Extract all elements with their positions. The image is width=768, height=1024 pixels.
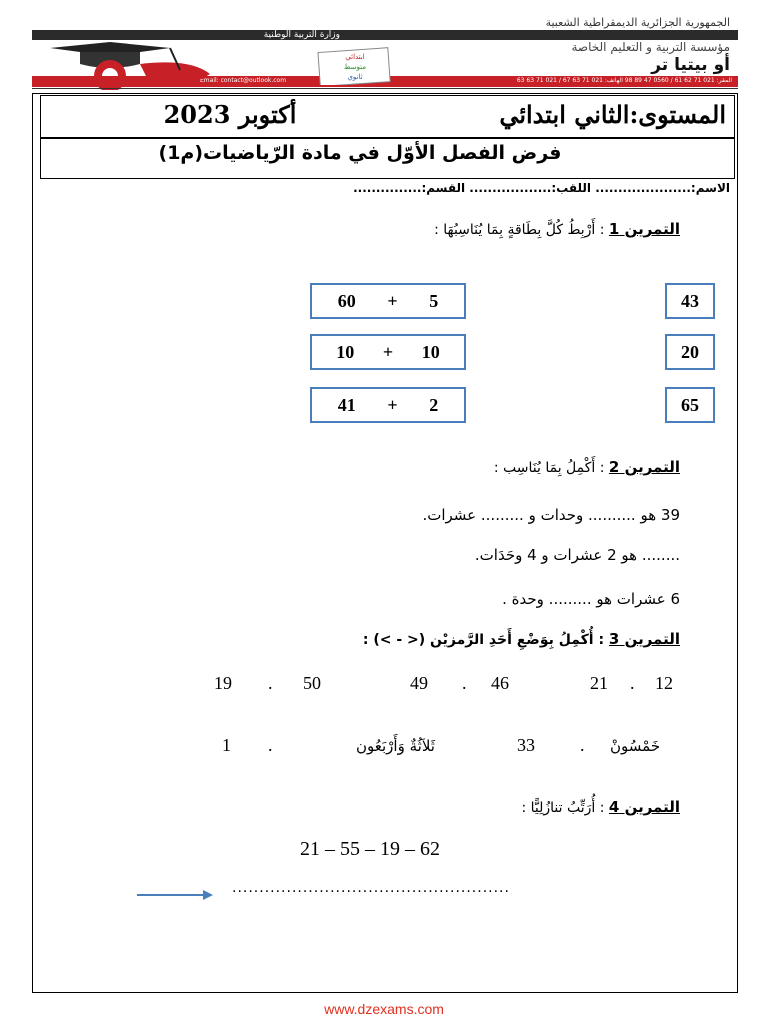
exercise-1-title (330, 220, 680, 238)
fill-in-line[interactable]: ........ هو 2 عشرات و 4 وحَدَات. (474, 546, 680, 564)
compare-word: ثَلاَثُةٌ وَأَرْبَعُون (356, 737, 435, 755)
footer-site-link[interactable]: www.dzexams.com (324, 1001, 444, 1017)
card-operand: 41 (337, 394, 356, 415)
levels-badge (315, 46, 395, 86)
compare-slot[interactable]: . (580, 735, 585, 755)
arrow-right-icon (137, 889, 213, 901)
compare-word: خَمْسُونْ (610, 737, 661, 755)
exercise-4-instruction: : أُرَتِّبُ تنازُلِيًّا : (521, 800, 609, 816)
contact-text: المقر: 021 71 62 61 / 0560 47 89 98 الهاتف: 021 71 63 67 / 021 71 63 63 (516, 77, 732, 84)
school-logo (40, 40, 220, 90)
exercise-1-instruction: : أَرْبِطُ كُلَّ بِطَاقةٍ بِمَا يُنَاسِبُهَا : (434, 222, 609, 238)
exam-date: أكتوبر 2023 (163, 100, 297, 129)
exercise-3-instruction: : أُكْمِلُ بِوَضْعِ أَحَدِ الرَّمزيْن (< - >) : (362, 632, 609, 648)
card-operand: 5 (429, 290, 439, 311)
compare-number: 21 (590, 673, 608, 693)
number-card[interactable]: 43 (665, 283, 715, 319)
title-divider (40, 137, 735, 139)
exercise-2-title (330, 458, 680, 476)
compare-slot[interactable]: . (268, 735, 273, 755)
compare-slot[interactable]: . (268, 673, 273, 693)
number-sequence: 21 – 55 – 19 – 62 (300, 838, 440, 860)
card-operator: + (382, 341, 394, 362)
card-operand: 10 (421, 341, 440, 362)
svg-text:متوسط: متوسط (344, 63, 366, 71)
compare-slot[interactable]: . (630, 673, 635, 693)
svg-text:ابتدائي: ابتدائي (345, 53, 365, 61)
exercise-2-instruction: : أَكْمِلُ بِمَا يُنَاسِب : (493, 460, 609, 476)
republic-text: الجمهورية الجزائرية الديمقراطية الشعبية (545, 16, 730, 29)
compare-number: 49 (410, 673, 428, 693)
institution-text: مؤسسة التربية و التعليم الخاصة (571, 40, 730, 54)
compare-number: 50 (303, 673, 321, 693)
exercise-2-label: التمرين 2 (608, 458, 680, 476)
card-operand: 60 (337, 290, 356, 311)
exam-title: فرض الفصل الأوّل في مادة الرّياضيات(م1) (158, 142, 562, 164)
exercise-4-title (330, 798, 680, 816)
compare-number: 19 (214, 673, 232, 693)
card-operand: 2 (429, 394, 439, 415)
exercise-3-label: التمرين 3 (608, 630, 680, 648)
ministry-text: وزارة التربية الوطنية (263, 30, 340, 40)
sum-card[interactable] (310, 283, 466, 319)
answer-line[interactable]: ................................................... (232, 880, 510, 896)
exercise-4-label: التمرين 4 (608, 798, 680, 816)
email-text: Email: contact@outlook.com (200, 77, 287, 84)
fill-in-line[interactable]: 39 هو .......... وحدات و ......... عشرات. (422, 506, 680, 524)
sum-card[interactable] (310, 334, 466, 370)
number-card[interactable]: 20 (665, 334, 715, 370)
class-level: المستوى:الثاني ابتدائي (499, 100, 726, 129)
student-info-line: الاسم:..................... اللقب:.................. القسم:............... (353, 181, 730, 195)
card-operator: + (387, 394, 398, 415)
fill-in-line[interactable]: 6 عشرات هو ......... وحدة . (502, 590, 680, 608)
compare-number: 33 (517, 735, 535, 755)
compare-number: 1 (222, 735, 231, 755)
brand-name: أو بيتيا تر (651, 55, 730, 75)
svg-text:ثانوي: ثانوي (347, 73, 363, 81)
exercise-1-label: التمرين 1 (608, 220, 680, 238)
header-divider (32, 85, 738, 91)
exercise-3-title (290, 630, 680, 648)
compare-number: 46 (491, 673, 509, 693)
card-operand: 10 (336, 341, 355, 362)
number-card[interactable]: 65 (665, 387, 715, 423)
card-operator: + (387, 290, 398, 311)
compare-number: 12 (655, 673, 673, 693)
sum-card[interactable] (310, 387, 466, 423)
compare-slot[interactable]: . (462, 673, 467, 693)
